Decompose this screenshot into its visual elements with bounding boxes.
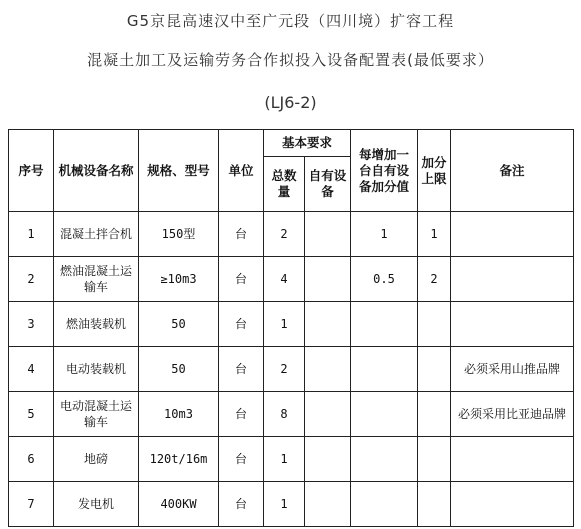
header-equipment: 机械设备名称 <box>54 130 139 212</box>
table-row <box>9 212 574 257</box>
cell-unit: 台 <box>219 347 264 392</box>
cell-unit: 台 <box>219 392 264 437</box>
cell-spec: 120t/16m <box>139 437 219 482</box>
cell-seq: 2 <box>9 257 54 302</box>
document-title: G5京昆高速汉中至广元段（四川境）扩容工程 <box>126 12 455 30</box>
cell-remark <box>451 257 574 302</box>
cell-owned-equipment <box>305 302 351 347</box>
cell-unit: 台 <box>219 482 264 527</box>
cell-bonus-cap <box>418 392 451 437</box>
cell-bonus-per-unit <box>351 482 418 527</box>
cell-bonus-cap: 2 <box>418 257 451 302</box>
header-owned-equipment: 自有设备 <box>305 157 351 212</box>
cell-equipment-name: 地磅 <box>54 437 139 482</box>
table-row <box>9 482 574 527</box>
cell-bonus-per-unit: 0.5 <box>351 257 418 302</box>
cell-bonus-cap <box>418 347 451 392</box>
cell-bonus-cap: 1 <box>418 212 451 257</box>
cell-remark <box>451 212 574 257</box>
cell-bonus-cap <box>418 482 451 527</box>
header-spec: 规格、型号 <box>139 130 219 212</box>
cell-bonus-per-unit <box>351 437 418 482</box>
header-unit: 单位 <box>219 130 264 212</box>
cell-spec: ≥10m3 <box>139 257 219 302</box>
document-code: (LJ6-2) <box>264 93 317 112</box>
header-seq: 序号 <box>9 130 54 212</box>
cell-unit: 台 <box>219 212 264 257</box>
header-remark: 备注 <box>451 130 574 212</box>
cell-remark <box>451 302 574 347</box>
header-bonus-cap: 加分上限 <box>418 130 451 212</box>
cell-bonus-per-unit <box>351 302 418 347</box>
cell-seq: 4 <box>9 347 54 392</box>
cell-remark <box>451 482 574 527</box>
cell-seq: 6 <box>9 437 54 482</box>
cell-seq: 5 <box>9 392 54 437</box>
header-row-1 <box>9 130 574 157</box>
cell-equipment-name: 混凝土拌合机 <box>54 212 139 257</box>
cell-total-quantity: 1 <box>264 437 305 482</box>
cell-owned-equipment <box>305 392 351 437</box>
table-row <box>9 437 574 482</box>
table-row <box>9 347 574 392</box>
cell-bonus-cap <box>418 302 451 347</box>
cell-bonus-per-unit <box>351 347 418 392</box>
cell-total-quantity: 8 <box>264 392 305 437</box>
table-row <box>9 302 574 347</box>
cell-unit: 台 <box>219 302 264 347</box>
cell-equipment-name: 电动装载机 <box>54 347 139 392</box>
cell-remark: 必须采用比亚迪品牌 <box>451 392 574 437</box>
header-total-quantity: 总数量 <box>264 157 305 212</box>
cell-spec: 10m3 <box>139 392 219 437</box>
cell-total-quantity: 1 <box>264 302 305 347</box>
cell-owned-equipment <box>305 347 351 392</box>
table-row <box>9 257 574 302</box>
cell-seq: 3 <box>9 302 54 347</box>
cell-equipment-name: 燃油混凝土运输车 <box>54 257 139 302</box>
table-row <box>9 392 574 437</box>
cell-total-quantity: 1 <box>264 482 305 527</box>
cell-total-quantity: 2 <box>264 347 305 392</box>
document-subtitle: 混凝土加工及运输劳务合作拟投入设备配置表(最低要求） <box>87 51 494 69</box>
cell-seq: 1 <box>9 212 54 257</box>
cell-owned-equipment <box>305 482 351 527</box>
cell-bonus-per-unit <box>351 392 418 437</box>
cell-owned-equipment <box>305 437 351 482</box>
cell-spec: 50 <box>139 347 219 392</box>
cell-total-quantity: 4 <box>264 257 305 302</box>
cell-equipment-name: 电动混凝土运输车 <box>54 392 139 437</box>
cell-equipment-name: 发电机 <box>54 482 139 527</box>
equipment-table <box>8 129 574 527</box>
cell-equipment-name: 燃油装载机 <box>54 302 139 347</box>
cell-unit: 台 <box>219 257 264 302</box>
cell-bonus-cap <box>418 437 451 482</box>
cell-bonus-per-unit: 1 <box>351 212 418 257</box>
cell-total-quantity: 2 <box>264 212 305 257</box>
cell-remark: 必须采用山推品牌 <box>451 347 574 392</box>
cell-seq: 7 <box>9 482 54 527</box>
cell-spec: 400KW <box>139 482 219 527</box>
cell-owned-equipment <box>305 257 351 302</box>
header-bonus-per-unit: 每增加一台自有设备加分值 <box>351 130 418 212</box>
cell-spec: 150型 <box>139 212 219 257</box>
header-basic-requirements: 基本要求 <box>264 130 351 157</box>
cell-unit: 台 <box>219 437 264 482</box>
cell-remark <box>451 437 574 482</box>
cell-owned-equipment <box>305 212 351 257</box>
cell-spec: 50 <box>139 302 219 347</box>
